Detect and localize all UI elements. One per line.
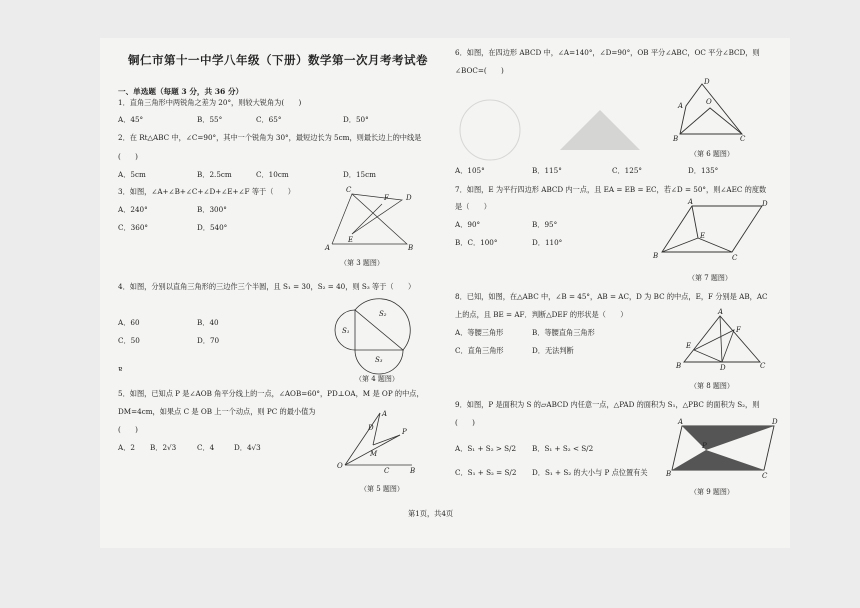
q3-figure [322, 186, 422, 254]
q4-option-b: B．40 [197, 318, 219, 327]
q3-option-d: D．540° [197, 223, 228, 232]
q8-label-d: D [720, 364, 726, 372]
q4-option-d: D．70 [197, 336, 220, 345]
q4-option-c: C．50 [118, 336, 140, 345]
q1-option-d: D．50° [343, 115, 369, 124]
q5-caption: （第 5 题图） [360, 485, 404, 493]
q5-stem-line2: DM=4cm，如果点 C 是 OB 上一个动点，则 PC 的最小值为 [118, 407, 316, 416]
q6-caption: （第 6 题图） [690, 150, 734, 158]
q7-option-d: D．110° [532, 238, 563, 247]
q5-label-b: B [410, 467, 416, 475]
q4-stem: 4．如图，分别以直角三角形的三边作三个半圆，且 S₁ = 30，S₂ = 40，则 S₃ 等于（ ） [118, 282, 416, 291]
q5-label-m: M [370, 450, 378, 458]
q9-caption: （第 9 题图） [690, 488, 734, 496]
q5-paren: ( ) [118, 425, 138, 434]
section-heading: 一、单选题（每题 3 分，共 36 分） [118, 87, 244, 96]
q3-label-e: E [348, 236, 354, 244]
q8-label-b: B [676, 362, 682, 370]
q6-option-b: B．115° [532, 166, 562, 175]
q2-option-a: A．5cm [118, 170, 146, 179]
page-footer: 第1页，共4页 [408, 509, 454, 518]
q8-caption: （第 8 题图） [690, 382, 734, 390]
q7-stem-line1: 7．如图，E 为平行四边形 ABCD 内一点，且 EA = EB = EC，若∠D = 50°，则∠AEC 的度数 [455, 185, 767, 194]
q6-label-d: D [704, 78, 710, 86]
q3-label-f: F [384, 194, 389, 202]
q2-paren: ( ) [118, 152, 138, 161]
q4-caption: （第 4 题图） [355, 375, 399, 383]
q2-stem: 2．在 Rt△ABC 中，∠C=90°，其中一个锐角为 30°，最短边长为 5cm，则最长边上的中线是 [118, 133, 422, 142]
q5-option-b: B．2√3 [150, 443, 177, 452]
q3-label-c: C [346, 186, 352, 194]
q7-option-a: A．90° [455, 220, 481, 229]
q9-option-d: D．S₁ + S₂ 的大小与 P 点位置有关 [532, 468, 648, 477]
q7-stem-line2: 是（ ） [455, 202, 491, 211]
q3-caption: （第 3 题图） [340, 259, 384, 267]
q8-option-a: A．等腰三角形 [455, 328, 504, 337]
q7-figure [650, 200, 770, 262]
q8-label-f: F [736, 326, 741, 334]
q7-label-e: E [700, 232, 706, 240]
q7-label-d: D [762, 200, 768, 208]
q7-caption: （第 7 题图） [688, 274, 732, 282]
q8-label-e: E [686, 342, 692, 350]
q7-option-b: B．95° [532, 220, 558, 229]
q8-option-d: D．无法判断 [532, 346, 574, 355]
stray-mark: ɐ [118, 364, 123, 373]
q5-figure [337, 410, 420, 475]
q5-option-c: C．4 [197, 443, 215, 452]
q3-label-a: A [325, 244, 331, 252]
q5-label-o: O [337, 462, 343, 470]
q2-option-d: D．15cm [343, 170, 376, 179]
q5-stem-line1: 5．如图，已知点 P 是∠AOB 角平分线上的一点，∠AOB=60°，PD⊥OA，M 是 OP 的中点， [118, 389, 424, 398]
q7-label-c: C [732, 254, 738, 262]
q9-label-d: D [772, 418, 778, 426]
q3-stem: 3．如图，∠A+∠B+∠C+∠D+∠E+∠F 等于（ ） [118, 187, 295, 196]
q6-option-c: C．125° [612, 166, 642, 175]
q9-option-c: C．S₁ + S₂ = S/2 [455, 468, 517, 477]
q4-label-s3: S₃ [375, 356, 383, 364]
q8-label-c: C [760, 362, 766, 370]
q6-option-a: A．105° [455, 166, 485, 175]
q9-figure [666, 418, 782, 480]
q8-stem-line1: 8．已知，如图，在△ABC 中，∠B = 45°，AB = AC，D 为 BC 的中点，E，F 分别是 AB，AC [455, 292, 768, 301]
q6-label-a: A [678, 102, 684, 110]
q3-option-a: A．240° [118, 205, 148, 214]
q1-option-c: C．65° [256, 115, 282, 124]
q9-paren: ( ) [455, 418, 475, 427]
q9-option-a: A．S₁ + S₂ > S/2 [455, 444, 517, 453]
q2-option-b: B．2.5cm [197, 170, 232, 179]
q7-label-b: B [653, 252, 659, 260]
q9-option-b: B．S₁ + S₂ < S/2 [532, 444, 594, 453]
q8-option-b: B．等腰直角三角形 [532, 328, 595, 337]
q6-figure [673, 78, 756, 143]
q7-label-a: A [688, 198, 694, 206]
q1-option-a: A．45° [118, 115, 144, 124]
q9-label-p: P [702, 442, 707, 450]
q4-label-s2: S₂ [379, 310, 387, 318]
q5-option-a: A．2 [118, 443, 135, 452]
q4-option-a: A．60 [118, 318, 140, 327]
q4-label-s1: S₁ [342, 327, 350, 335]
exam-title: 铜仁市第十一中学八年级（下册）数学第一次月考考试卷 [128, 53, 428, 67]
q2-option-c: C．10cm [256, 170, 289, 179]
q3-option-b: B．300° [197, 205, 227, 214]
q3-label-b: B [408, 244, 414, 252]
q9-label-c: C [762, 472, 768, 480]
q9-label-b: B [666, 470, 672, 478]
q8-figure [676, 308, 770, 372]
q4-figure [335, 300, 415, 370]
q5-label-d: D [368, 424, 374, 432]
q8-stem-line2: 上的点，且 BE = AF．判断△DEF 的形状是（ ） [455, 310, 628, 319]
q5-option-d: D．4√3 [234, 443, 261, 452]
q8-option-c: C．直角三角形 [455, 346, 504, 355]
q3-option-c: C．360° [118, 223, 148, 232]
q1-option-b: B．55° [197, 115, 223, 124]
q9-stem: 9．如图，P 是面积为 S 的▱ABCD 内任意一点，△PAD 的面积为 S₁，△PBC 的面积为 S₂，则 [455, 400, 760, 409]
q6-stem-line2: ∠BOC=( ) [455, 66, 504, 75]
q3-label-d: D [406, 194, 412, 202]
q6-option-d: D．135° [688, 166, 719, 175]
q5-label-p: P [402, 428, 407, 436]
q6-label-o: O [706, 98, 712, 106]
q1-stem: 1．直角三角形中两锐角之差为 20°，则较大锐角为( ) [118, 98, 302, 107]
q5-label-c: C [384, 467, 390, 475]
q8-label-a: A [718, 308, 724, 316]
q6-label-c: C [740, 135, 746, 143]
q5-label-a: A [382, 410, 388, 418]
bleed-through-marks [450, 90, 650, 170]
q6-stem-line1: 6．如图，在四边形 ABCD 中，∠A=140°，∠D=90°，OB 平分∠ABC，OC 平分∠BCD，则 [455, 48, 760, 57]
q7-option-c: B．C．100° [455, 238, 498, 247]
q9-label-a: A [678, 418, 684, 426]
q6-label-b: B [673, 135, 679, 143]
